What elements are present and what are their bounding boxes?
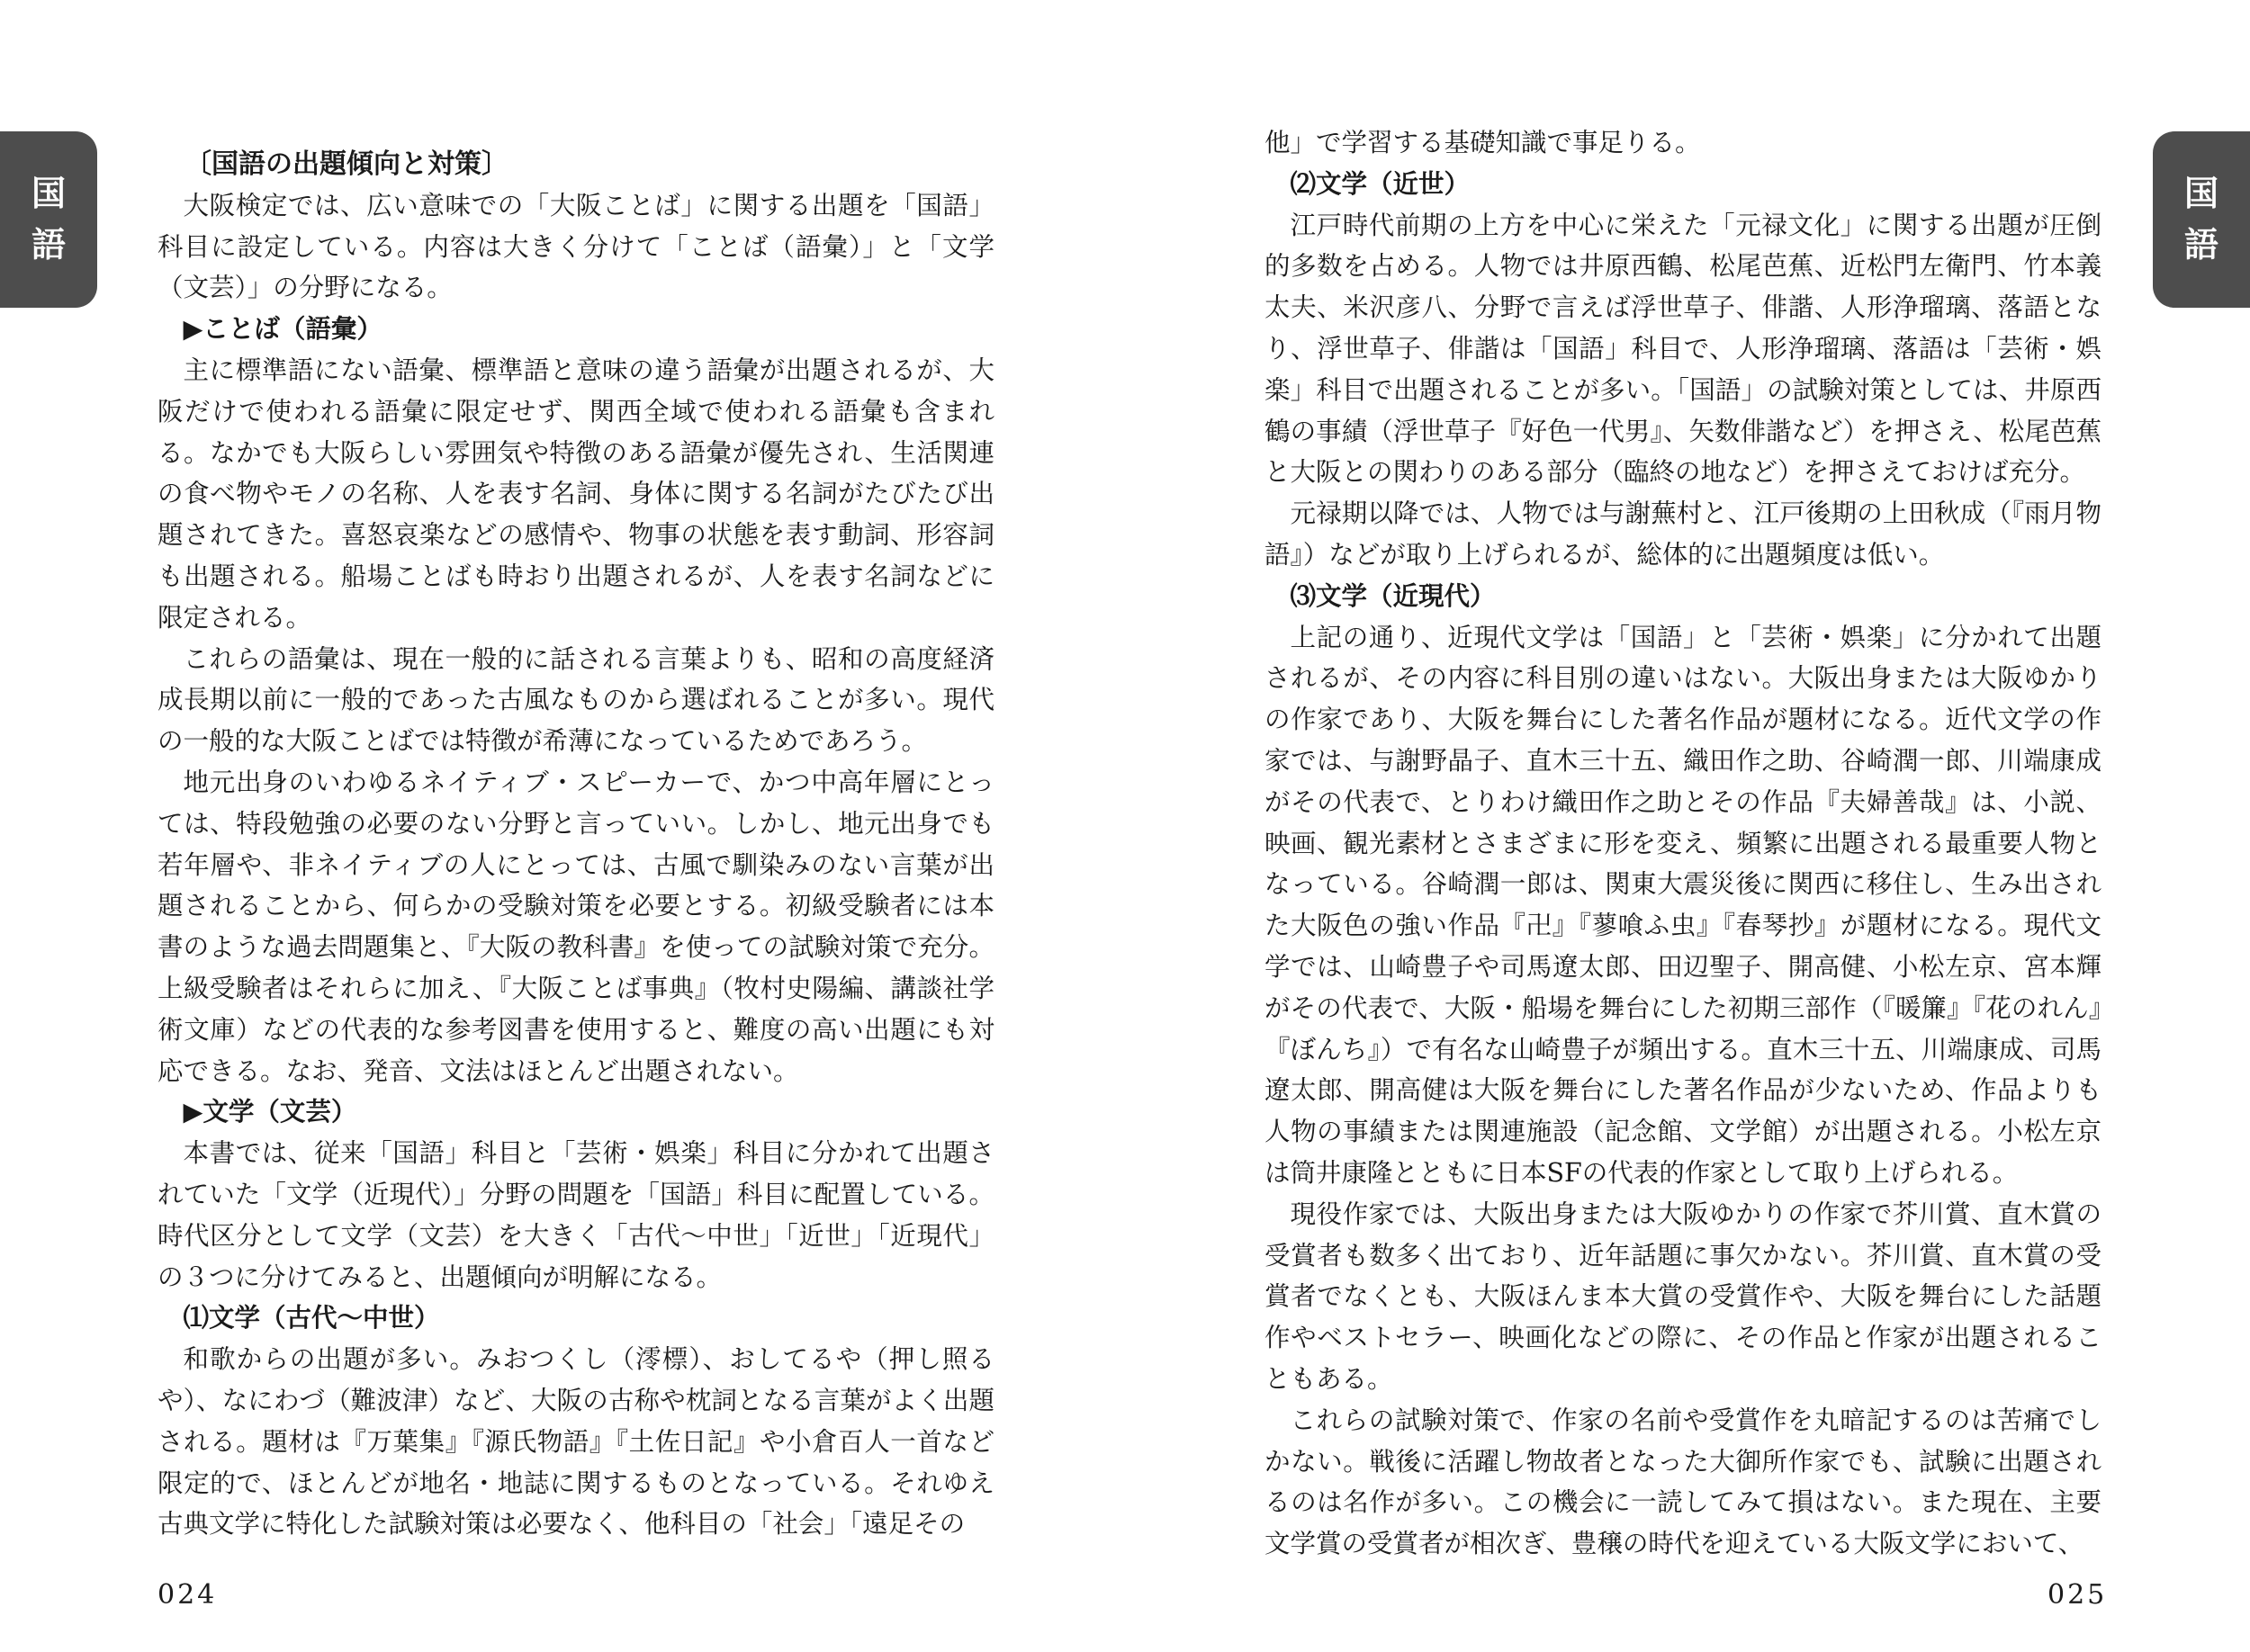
tab-char: 語: [2183, 225, 2218, 265]
heading-kinsei: ⑵文学（近世）: [1290, 168, 1471, 199]
heading-kotoba: ▶ことば（語彙）: [183, 314, 382, 345]
paragraph: これらの語彙は、現在一般的に話される言葉よりも、昭和の高度経済成長期以前に一般的であった古風なものから選ばれることが多い。現代の一般的な大阪ことばでは特徴が希薄になっているためであろう。: [158, 643, 994, 757]
intro-paragraph: 大阪検定では、広い意味での「大阪ことば」に関する出題を「国語」科目に設定している。内容は大きく分けて「ことば（語彙）」と「文学（文芸）」の分野になる。: [158, 190, 994, 303]
paragraph: 現役作家では、大阪出身または大阪ゆかりの作家で芥川賞、直木賞の受賞者も数多く出ており、近年話題に事欠かない。芥川賞、直木賞の受賞者でなくとも、大阪ほんま本大賞の受賞作や、大阪を舞台にした話題作やベストセラー、映画化などの際に、その作品と作家が出題されることもある。: [1264, 1199, 2102, 1394]
section-title: 〔国語の出題傾向と対策〕: [184, 148, 508, 180]
paragraph: 地元出身のいわゆるネイティブ・スピーカーで、かつ中高年層にとっては、特段勉強の必要のない分野と言っていい。しかし、地元出身でも若年層や、非ネイティブの人にとっては、古風で馴染みのない言葉が出題されることから、何らかの受験対策を必要とする。初級受験者には本書のような過去問題集と、『大阪の教科書』を使っての試験対策で充分。上級受験者はそれらに加え、『大阪ことば事典』（牧村史陽編、講談社学術文庫）などの代表的な参考図書を使用すると、難度の高い出題にも対応できる。なお、発音、文法はほとんど出題されない。: [158, 767, 994, 1086]
paragraph: 上記の通り、近現代文学は「国語」と「芸術・娯楽」に分かれて出題されるが、その内容に科目別の違いはない。大阪出身または大阪ゆかりの作家であり、大阪を舞台にした著名作品が題材になる。近代文学の作家では、与謝野晶子、直木三十五、織田作之助、谷崎潤一郎、川端康成がその代表で、とりわけ織田作之助とその作品『夫婦善哉』は、小説、映画、観光素材とさまざまに形を変え、頻繁に出題される最重要人物となっている。谷崎潤一郎は、関東大震災後に関西に移住し、生み出された大阪色の強い作品『卍』『蓼喰ふ虫』『春琴抄』が題材になる。現代文学では、山崎豊子や司馬遼太郎、田辺聖子、開高健、小松左京、宮本輝がその代表で、大阪・船場を舞台にした初期三部作（『暖簾』『花のれん』『ぼんち』）で有名な山崎豊子が頻出する。直木三十五、川端康成、司馬遼太郎、開高健は大阪を舞台にした著名作品が少ないため、作品よりも人物の事績または関連施設（記念館、文学館）が出題される。小松左京は筒井康隆とともに日本SFの代表的作家として取り上げられる。: [1264, 622, 2102, 1188]
page-number: 024: [158, 1579, 218, 1611]
right-text-column: [1264, 122, 2102, 1565]
paragraph: 元禄期以降では、人物では与謝蕪村と、江戸後期の上田秋成（『雨月物語』）などが取り上げられるが、総体的に出題頻度は低い。: [1264, 498, 2102, 570]
heading-bungaku: ▶文学（文芸）: [183, 1097, 357, 1127]
right-page: [1125, 0, 2250, 1652]
section-tab-right: [2153, 131, 2250, 308]
paragraph: 和歌からの出題が多い。みおつくし（澪標）、おしてるや（押し照るや）、なにわづ（難波津）など、大阪の古称や枕詞となる言葉がよく出題される。題材は『万葉集』『源氏物語』『土佐日記』や小倉百人一首など限定的で、ほとんどが地名・地誌に関するものとなっている。それゆえ古典文学に特化した試験対策は必要なく、他科目の「社会」「遠足その: [158, 1344, 994, 1540]
tab-char: 国: [2183, 174, 2218, 213]
continued-paragraph: 他」で学習する基礎知識で事足りる。: [1264, 128, 1701, 157]
section-tab-left: [0, 131, 97, 308]
tab-char: 国: [31, 174, 66, 213]
paragraph: 本書では、従来「国語」科目と「芸術・娯楽」科目に分かれて出題されていた「文学（近現代）」分野の問題を「国語」科目に配置している。時代区分として文学（文芸）を大きく「古代〜中世」「近世」「近現代」の３つに分けてみると、出題傾向が明解になる。: [158, 1138, 994, 1292]
paragraph: これらの試験対策で、作家の名前や受賞作を丸暗記するのは苦痛でしかない。戦後に活躍し物故者となった大御所作家でも、試験に出題されるのは名作が多い。この機会に一読してみて損はない。また現在、主要文学賞の受賞者が相次ぎ、豊穣の時代を迎えている大阪文学において、: [1264, 1405, 2102, 1559]
heading-kodai-chusei: ⑴文学（古代〜中世）: [183, 1303, 440, 1333]
left-text-column: [158, 144, 994, 1545]
paragraph: 主に標準語にない語彙、標準語と意味の違う語彙が出題されるが、大阪だけで使われる語彙に限定せず、関西全域で使われる語彙も含まれる。なかでも大阪らしい雰囲気や特徴のある語彙が優先され、生活関連の食べ物やモノの名称、人を表す名詞、身体に関する名詞がたびたび出題されてきた。喜怒哀楽などの感情や、物事の状態を表す動詞、形容詞も出題される。船場ことばも時おり出題されるが、人を表す名詞などに限定される。: [158, 355, 994, 633]
tab-char: 語: [31, 225, 66, 265]
paragraph: 江戸時代前期の上方を中心に栄えた「元禄文化」に関する出題が圧倒的多数を占める。人物では井原西鶴、松尾芭蕉、近松門左衛門、竹本義太夫、米沢彦八、分野で言えば浮世草子、俳諧、人形浄瑠璃、落語となり、浮世草子、俳諧は「国語」科目で、人形浄瑠璃、落語は「芸術・娯楽」科目で出題されることが多い。「国語」の試験対策としては、井原西鶴の事績（浮世草子『好色一代男』、矢数俳諧など）を押さえ、松尾芭蕉と大阪との関わりのある部分（臨終の地など）を押さえておけば充分。: [1264, 210, 2102, 488]
page-number: 025: [2048, 1579, 2108, 1611]
heading-kingendai: ⑶文学（近現代）: [1290, 580, 1496, 611]
